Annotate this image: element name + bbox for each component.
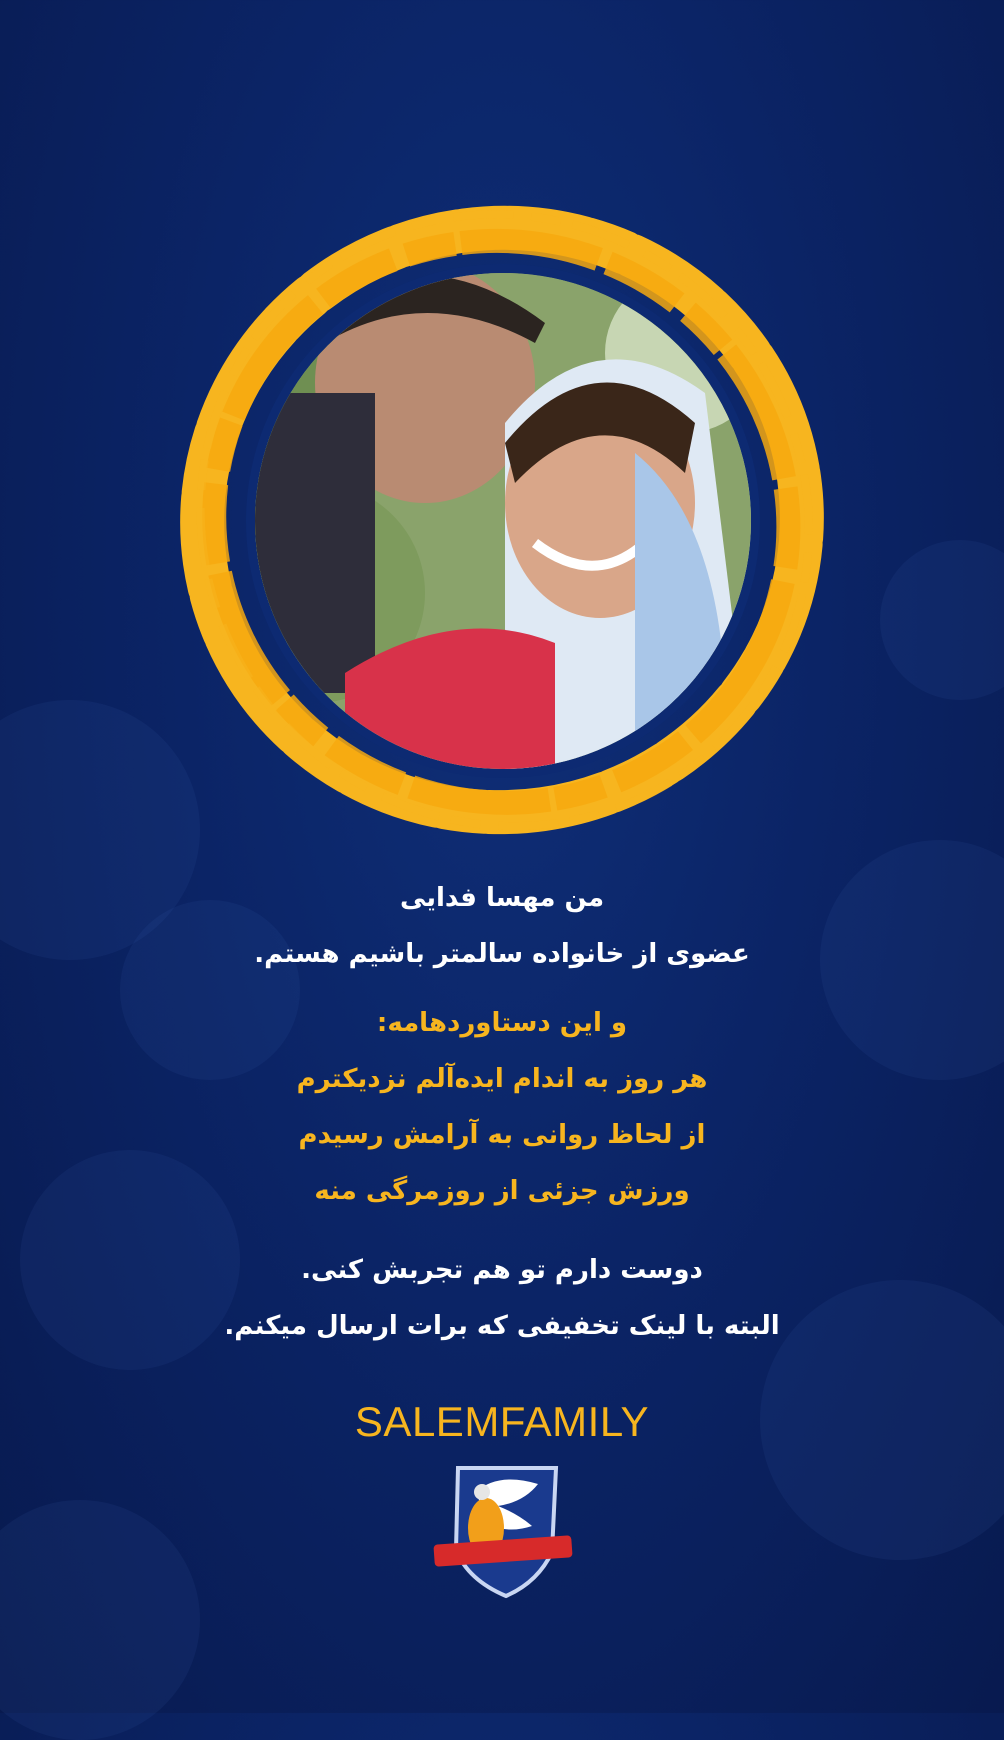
bokeh-circle — [0, 1500, 200, 1740]
invite-line-try: دوست دارم تو هم تجربش کنی. — [301, 1255, 703, 1285]
achievement-item: از لحاظ روانی به آرامش رسیدم — [298, 1120, 706, 1150]
achievement-item: هر روز به اندام ایده‌آلم نزدیکترم — [296, 1064, 708, 1094]
invite-line-discount: البته با لینک تخفیفی که برات ارسال میکنم. — [224, 1311, 780, 1341]
bokeh-circle — [880, 540, 1004, 700]
intro-line-member: عضوی از خانواده سالمتر باشیم هستم. — [254, 939, 750, 969]
invite-text — [0, 1242, 1004, 1354]
achievement-item: ورزش جزئی از روزمرگی منه — [314, 1176, 690, 1206]
shield-logo-icon — [428, 1462, 578, 1600]
couple-selfie-photo — [246, 264, 760, 778]
achievements-heading: و این دستاوردهامه: — [376, 1008, 628, 1038]
achievements-block — [0, 995, 1004, 1219]
intro-line-name: من مهسا فدایی — [399, 883, 605, 913]
intro-text — [0, 870, 1004, 982]
photo-illustration — [255, 273, 751, 769]
profile-photo-frame — [172, 200, 832, 840]
discount-code: SALEMFAMILY — [354, 1398, 650, 1445]
salemtar-bashim-logo — [428, 1462, 578, 1600]
